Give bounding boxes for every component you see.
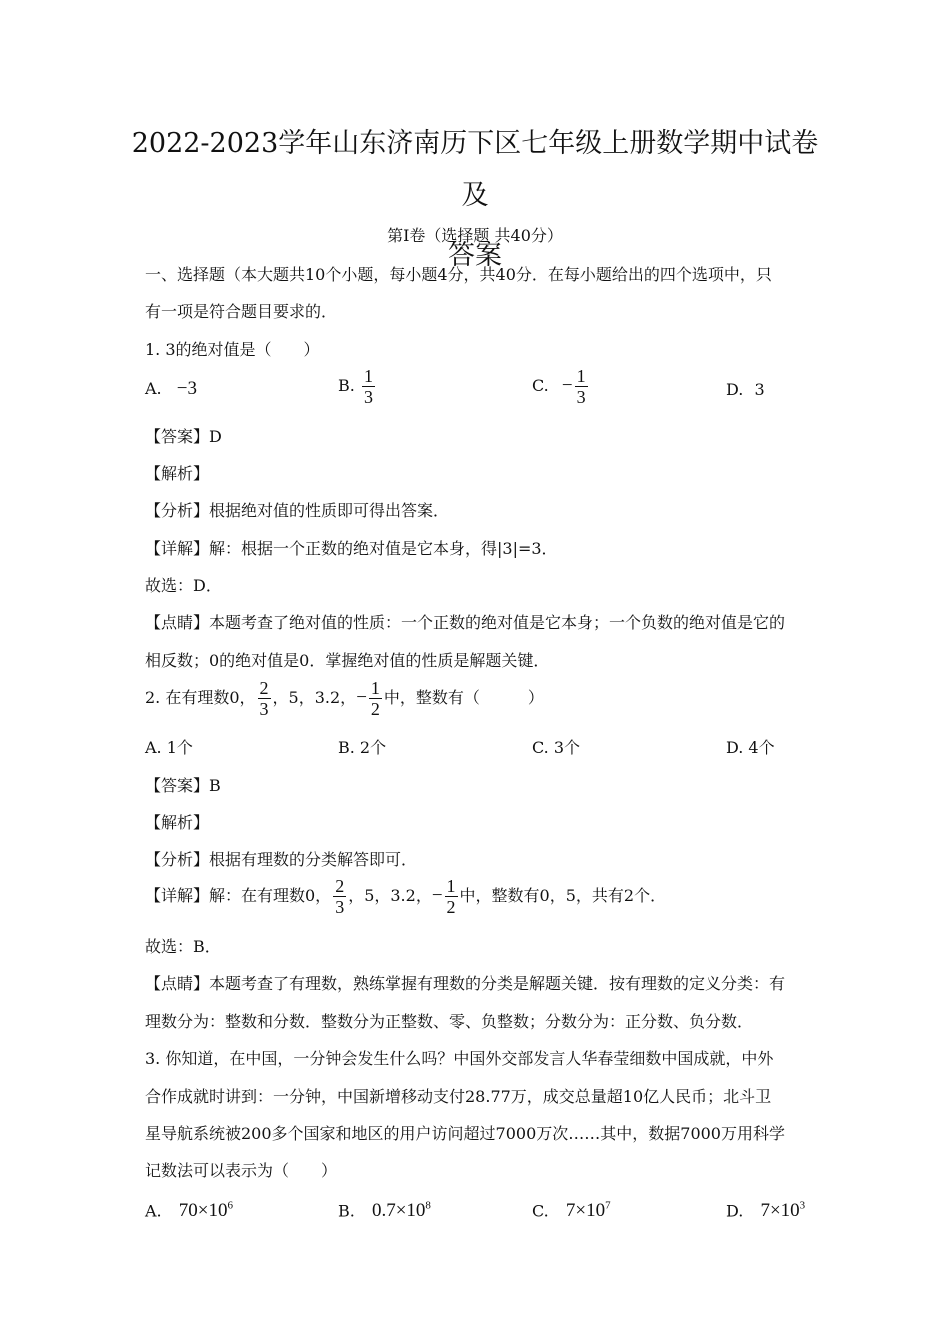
q2-answer: 【答案】B: [145, 776, 221, 795]
q2-dianjing-line-2: 理数分为：整数和分数．整数分为正整数、零、负整数；分数分为：正分数、负分数．: [145, 1012, 754, 1031]
q1-guxuan: 故选：D．: [145, 576, 222, 595]
fraction: $\frac{1}{3}$: [363, 366, 373, 407]
q1-dianjing-line-1: 【点睛】本题考查了绝对值的性质：一个正数的绝对值是它本身；一个负数的绝对值是它的: [145, 613, 786, 632]
q2-guxuan: 故选：B．: [145, 937, 221, 956]
q2-xiangjie: 【详解】解：在有理数0， $\frac{2}{3}$ ，5，3.2，− $\frac{1}{2}$ 中，整数有0，5，共有2个．: [145, 876, 667, 917]
q2-option-b: B. 2个: [338, 738, 387, 757]
fraction: $\frac{2}{3}$: [259, 678, 269, 719]
q3-stem-line-2: 合作成就时讲到：一分钟，中国新增移动支付28.77万，成交总量超10亿人民币；北斗卫: [145, 1087, 772, 1106]
q1-xiangjie: 【详解】解：根据一个正数的绝对值是它本身，得|3|=3．: [145, 539, 558, 558]
q1-stem: 1. 3的绝对值是（ ）: [145, 340, 320, 359]
q2-option-a: A. 1个: [145, 738, 193, 757]
q1-option-b: B. $\frac{1}{3}$: [338, 366, 373, 407]
section-instructions-line-2: 有一项是符合题目要求的．: [145, 302, 338, 321]
fraction: $\frac{1}{2}$: [446, 876, 456, 917]
fraction: $\frac{1}{2}$: [370, 678, 380, 719]
q2-option-d: D. 4个: [726, 738, 775, 757]
section-instructions-line-1: 一、选择题（本大题共10个小题，每小题4分，共40分．在每小题给出的四个选项中，只: [145, 265, 772, 284]
q1-option-a: A. −3: [145, 378, 197, 399]
q1-dianjing-line-2: 相反数；0的绝对值是0．掌握绝对值的性质是解题关键．: [145, 651, 550, 670]
q1-analysis-heading: 【解析】: [145, 464, 210, 483]
q2-analysis-heading: 【解析】: [145, 813, 210, 832]
title-line-1: 2022-2023学年山东济南历下区七年级上册数学期中试卷及: [131, 128, 819, 211]
fraction: $\frac{2}{3}$: [335, 876, 345, 917]
title-line-2: 答案: [448, 240, 502, 271]
q2-stem: 2. 在有理数0， $\frac{2}{3}$ ，5，3.2，− $\frac{1}{2}$ 中，整数有（ ）: [145, 678, 544, 719]
q3-option-b: B. $0.7\times 10^8$: [338, 1200, 431, 1222]
section-subtitle: 第Ⅰ卷（选择题 共40分）: [387, 226, 563, 245]
q1-option-c: C. − $\frac{1}{3}$: [532, 366, 586, 407]
document-title: [120, 118, 830, 282]
q1-fenxi: 【分析】根据绝对值的性质即可得出答案．: [145, 501, 450, 520]
fraction: $\frac{1}{3}$: [576, 366, 586, 407]
q3-stem-line-4: 记数法可以表示为（ ）: [145, 1161, 338, 1180]
q3-option-d: D. $7\times 10^3$: [726, 1200, 806, 1222]
q2-option-c: C. 3个: [532, 738, 581, 757]
q3-option-a: A. $70\times 10^6$: [145, 1200, 233, 1222]
q3-stem-line-3: 星导航系统被200多个国家和地区的用户访问超过7000万次……其中，数据7000万用科学: [145, 1124, 785, 1143]
q3-stem-line-1: 3. 你知道，在中国，一分钟会发生什么吗？中国外交部发言人华春莹细数中国成就，中外: [145, 1049, 774, 1068]
q2-dianjing-line-1: 【点睛】本题考查了有理数，熟练掌握有理数的分类是解题关键．按有理数的定义分类：有: [145, 974, 786, 993]
q1-answer: 【答案】D: [145, 427, 222, 446]
q3-option-c: C. $7\times 10^7$: [532, 1200, 611, 1222]
q2-fenxi: 【分析】根据有理数的分类解答即可．: [145, 850, 418, 869]
q1-option-d: D. 3: [726, 380, 765, 399]
